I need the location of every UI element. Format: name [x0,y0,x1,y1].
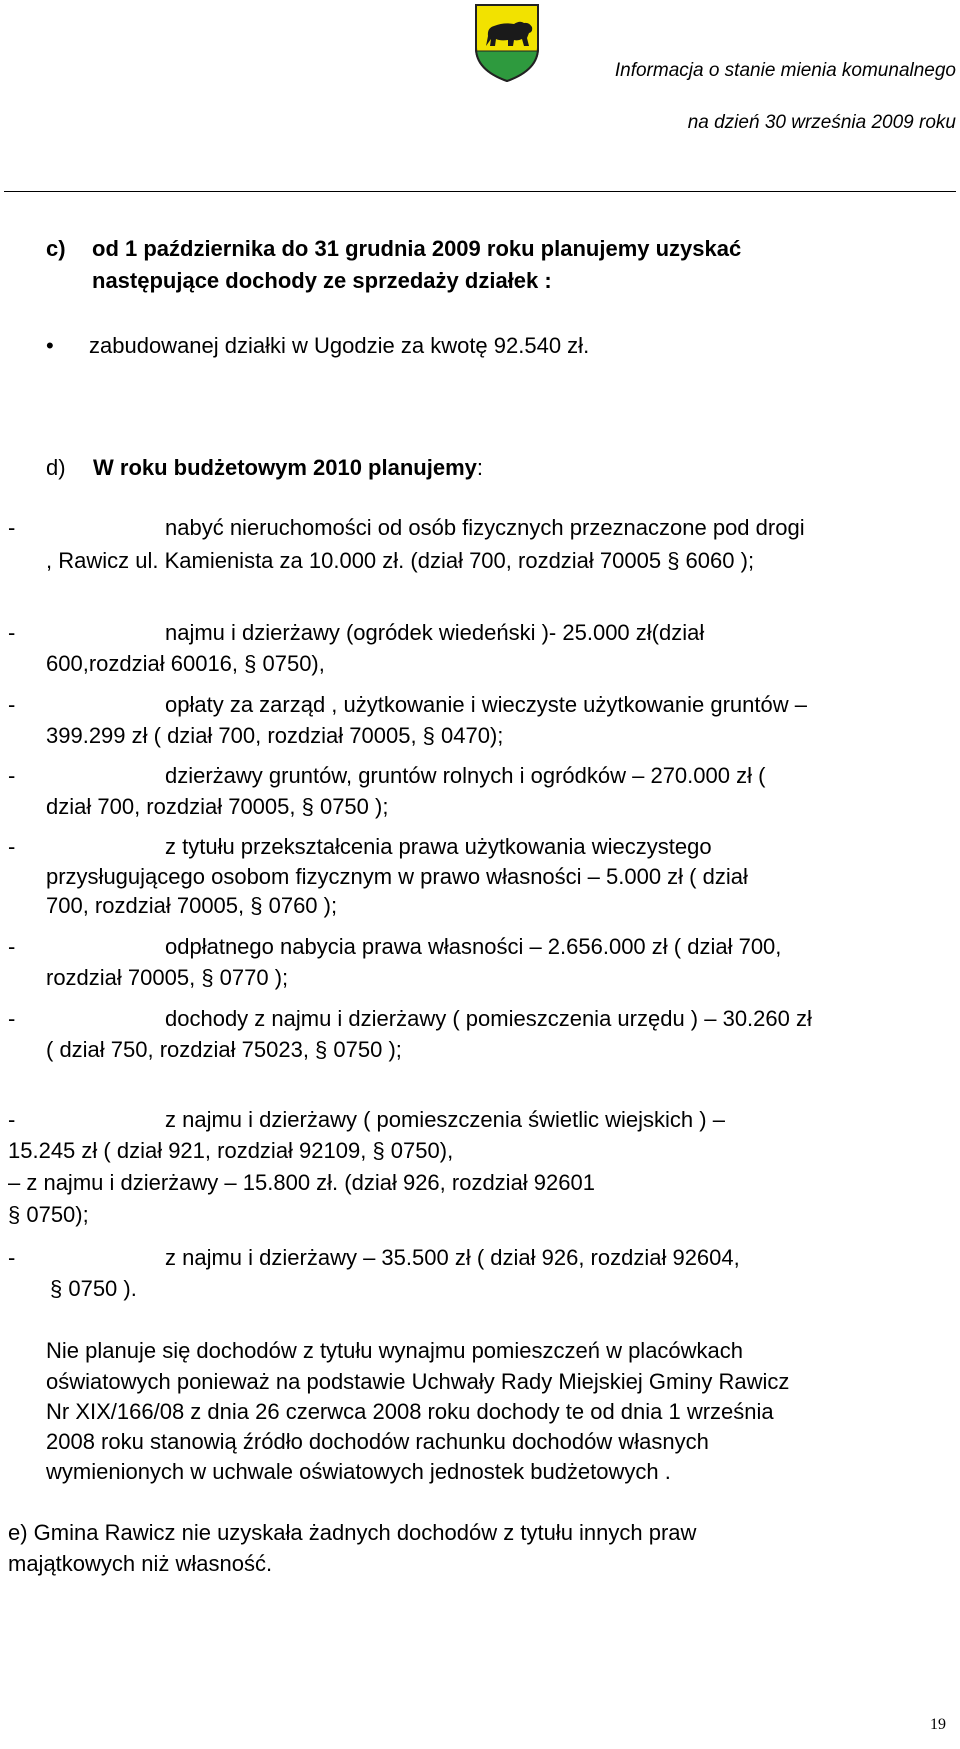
item-4-dash: - [8,763,16,788]
section-d-title: W roku budżetowym 2010 planujemy [93,455,477,480]
item-4-line-1: dzierżawy gruntów, gruntów rolnych i ogródków – 270.000 zł ( [165,763,766,788]
header-divider [4,191,956,192]
item-9-line-2: § 0750 ). [50,1276,137,1301]
item-5-line-3: 700, rozdział 70005, § 0760 ); [46,893,338,918]
item-8-line-3: – z najmu i dzierżawy – 15.800 zł. (dział 926, rozdział 92601 [8,1170,595,1195]
item-9-dash: - [8,1245,16,1270]
item-8-line-1: z najmu i dzierżawy ( pomieszczenia świetlic wiejskich ) – [165,1107,725,1132]
note-line-4: 2008 roku stanowią źródło dochodów rachunku dochodów własnych [46,1429,709,1454]
section-c-line-2: następujące dochody ze sprzedaży działek : [92,268,552,293]
item-1-line-1: nabyć nieruchomości od osób fizycznych przeznaczone pod drogi [165,515,805,540]
section-d-colon: : [476,455,483,480]
bullet-icon: • [46,333,54,358]
section-d-heading [93,455,483,481]
header-title: Informacja o stanie mienia komunalnego [614,60,956,81]
item-5-dash: - [8,834,16,859]
item-9-line-1: z najmu i dzierżawy – 35.500 zł ( dział 926, rozdział 92604, [165,1245,740,1270]
item-6-line-1: odpłatnego nabycia prawa własności – 2.656.000 zł ( dział 700, [165,934,782,959]
section-c-bullet-text: zabudowanej działki w Ugodzie za kwotę 92.540 zł. [89,333,590,358]
section-e-line-1: e) Gmina Rawicz nie uzyskała żadnych dochodów z tytułu innych praw [8,1520,697,1545]
note-line-1: Nie planuje się dochodów z tytułu wynajmu pomieszczeń w placówkach [46,1338,744,1363]
item-8-line-4: § 0750); [8,1202,89,1227]
item-2-line-2: 600,rozdział 60016, § 0750), [46,651,325,676]
item-8-dash: - [8,1107,16,1132]
item-2-dash: - [8,620,16,645]
note-line-2: oświatowych ponieważ na podstawie Uchwały Rady Miejskiej Gminy Rawicz [46,1369,790,1394]
coat-of-arms-bear-logo [472,2,542,84]
item-7-dash: - [8,1006,16,1031]
item-3-line-1: opłaty za zarząd , użytkowanie i wieczyste użytkowanie gruntów – [165,692,807,717]
section-c-label: c) [46,236,66,261]
item-6-dash: - [8,934,16,959]
item-7-line-2: ( dział 750, rozdział 75023, § 0750 ); [46,1037,402,1062]
section-d-label: d) [46,455,66,480]
item-1-dash: - [8,515,16,540]
item-6-line-2: rozdział 70005, § 0770 ); [46,965,289,990]
section-c-line-1: od 1 października do 31 grudnia 2009 roku planujemy uzyskać [92,236,742,261]
item-3-line-2: 399.299 zł ( dział 700, rozdział 70005, § 0470); [46,723,504,748]
item-1-line-2: , Rawicz ul. Kamienista za 10.000 zł. (dział 700, rozdział 70005 § 6060 ); [46,548,755,573]
item-7-line-1: dochody z najmu i dzierżawy ( pomieszczenia urzędu ) – 30.260 zł [165,1006,812,1031]
item-5-line-1: z tytułu przekształcenia prawa użytkowania wieczystego [165,834,712,859]
note-line-5: wymienionych w uchwale oświatowych jednostek budżetowych . [46,1459,671,1484]
section-e-line-2: majątkowych niż własność. [8,1551,273,1576]
header-date: na dzień 30 września 2009 roku [687,112,956,133]
item-8-line-2: 15.245 zł ( dział 921, rozdział 92109, § 0750), [8,1138,454,1163]
item-2-line-1: najmu i dzierżawy (ogródek wiedeński )- 25.000 zł(dział [165,620,705,645]
page-number: 19 [930,1716,946,1733]
note-line-3: Nr XIX/166/08 z dnia 26 czerwca 2008 roku dochody te od dnia 1 września [46,1399,774,1424]
item-5-line-2: przysługującego osobom fizycznym w prawo własności – 5.000 zł ( dział [46,864,748,889]
item-4-line-2: dział 700, rozdział 70005, § 0750 ); [46,794,389,819]
item-3-dash: - [8,692,16,717]
